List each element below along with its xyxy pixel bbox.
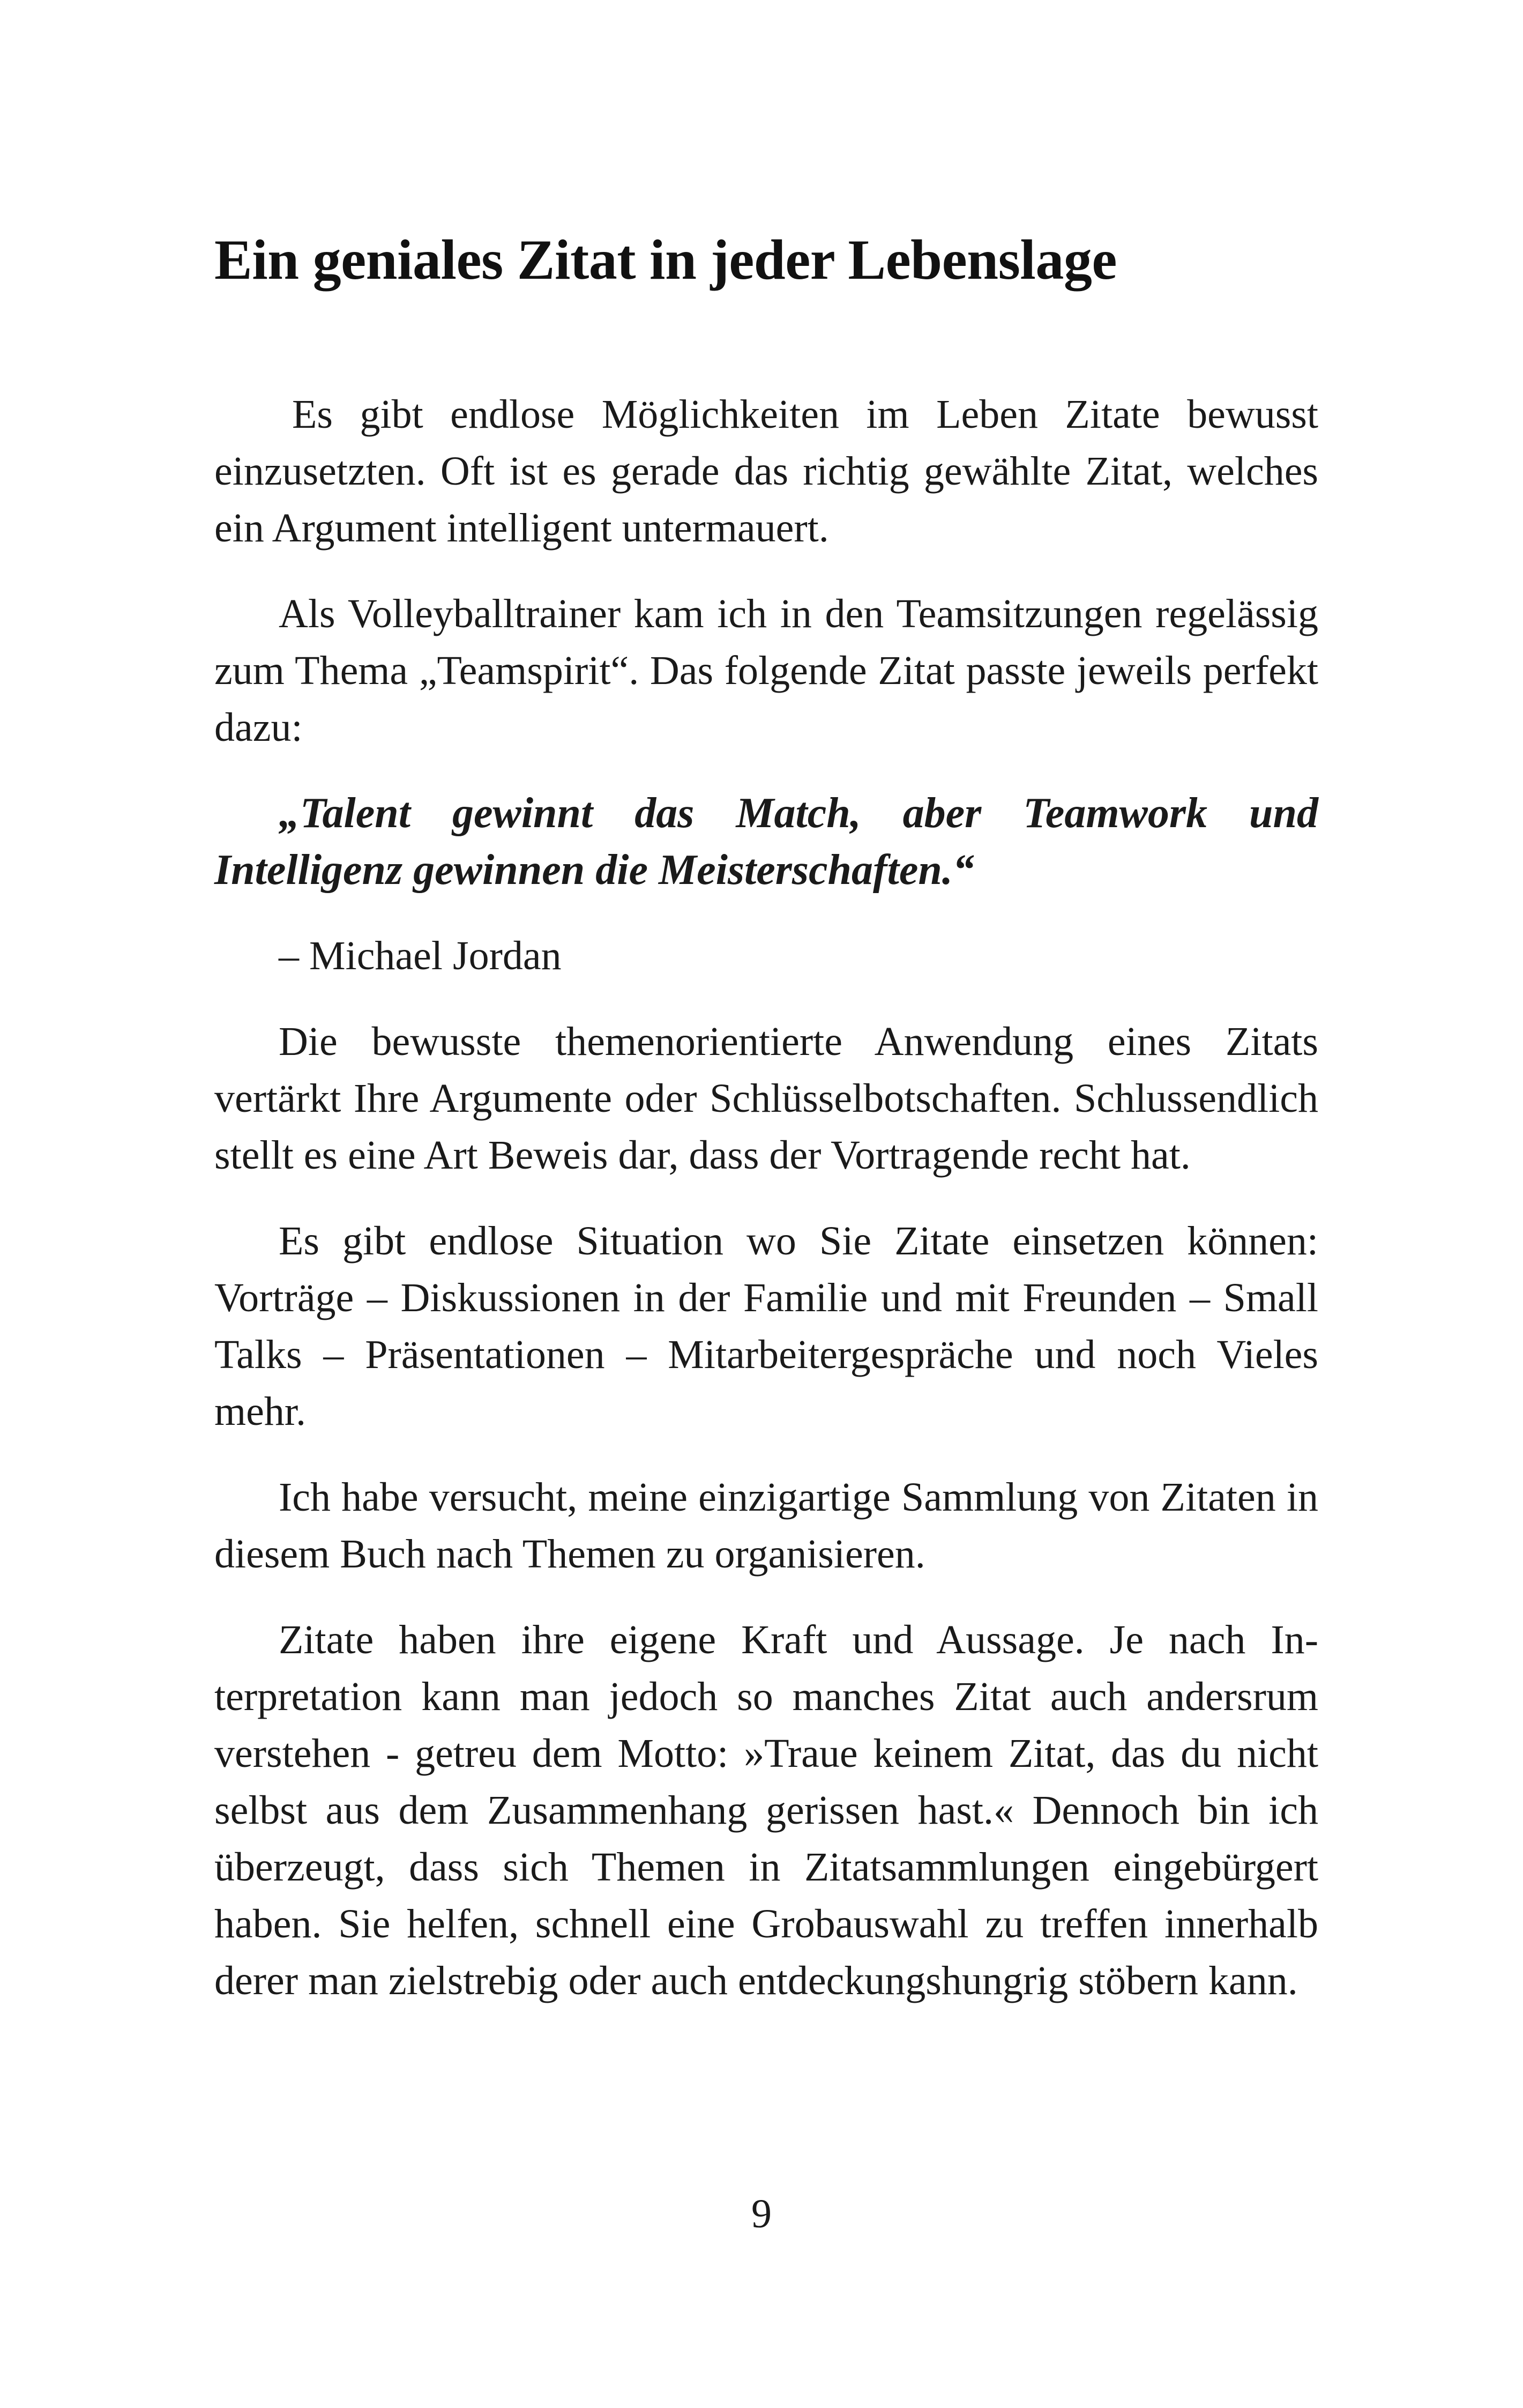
chapter-title: Ein geniales Zitat in jeder Lebenslage (214, 228, 1117, 291)
quote-text: „Talent gewinnt das Match, aber Teamwork und Intelligenz gewinnen die Meisterschaften.“ (214, 790, 1318, 894)
paragraph-collection: Ich habe versucht, meine einzigartige Sammlung von Zitaten in diesem Buch nach Themen zu organisieren. (214, 1475, 1318, 1577)
paragraph-situations: Es gibt endlose Situation wo Sie Zitate einsetzen können: Vorträge – Diskussionen in der Familie und mit Freunden – Small Talks – Präsentationen – Mitarbeitergespräche und noch Vieles mehr. (214, 1218, 1318, 1434)
paragraph-intro: Es gibt endlose Möglichkeiten im Leben Zitate bewusst einzusetzten. Oft ist es gerade das richtig gewählte Zitat, welches ein Argument intelligent untermauert. (214, 392, 1318, 551)
paragraph-application: Die bewusste themenorientierte Anwendung eines Zitats vertärkt Ihre Argumente oder Schlüsselbotschaften. Schlussendlich stellt es eine Art Beweis dar, dass der Vortragende recht hat. (214, 1019, 1318, 1178)
paragraph-interpretation: Zitate haben ihre eigene Kraft und Aussage. Je nach Interpretation kann man jedoch so manches Zitat auch andersrum verstehen - getreu dem Motto: »Traue keinem Zitat, das du nicht selbst aus dem Zusammenhang gerissen hast.« Dennoch bin ich überzeugt, dass sich Themen in Zitatsammlungen eingebürgert haben. Sie helfen, schnell eine Grobauswahl zu treffen innerhalb derer man zielstrebig oder auch entdeckungshungrig stöbern kann. (214, 1617, 1318, 2003)
book-page (214, 225, 1318, 2009)
quote-author: – Michael Jordan (279, 933, 562, 978)
paragraph-volleyball: Als Volleyballtrainer kam ich in den Teamsitzungen regelässig zum Thema „Teamspirit“. Das folgende Zitat passte jeweils perfekt dazu: (214, 591, 1318, 750)
page-number: 9 (751, 2191, 772, 2236)
